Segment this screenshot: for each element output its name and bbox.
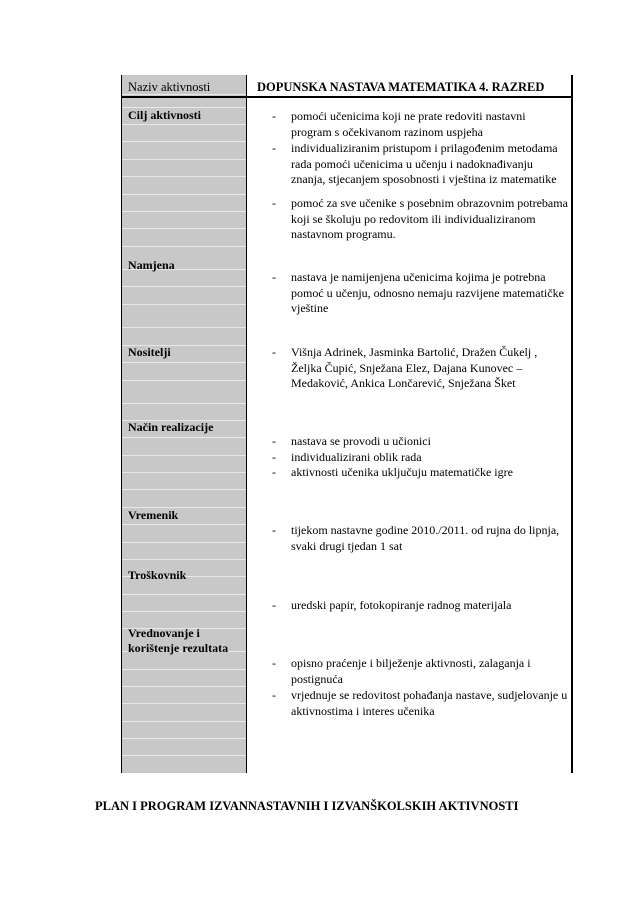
- list-item: - individualiziranim pristupom i prilagođenim metodama rada pomoći učenicima u učenju i nadoknađivanju znanja, stjecanjem sposobnosti i vještina iz matematike: [272, 141, 558, 187]
- row-label-purpose: Namjena: [128, 258, 175, 272]
- list-item: - Višnja Adrinek, Jasminka Bartolić, Dražen Čukelj , Željka Čupić, Snježana Elez, Dajana Kunovec – Medaković, Ankica Lončarević, Snježana Šket: [272, 345, 538, 391]
- row-label-goal: Cilj aktivnosti: [128, 108, 202, 122]
- list-item: - nastava je namijenjena učenicima kojima je potrebna pomoć u učenju, odnosno nemaju razvijene matematičke vještine: [272, 270, 564, 316]
- table-right-border: [571, 75, 573, 773]
- list-item: - tijekom nastavne godine 2010./2011. od rujna do lipnja, svaki drugi tjedan 1 sat: [272, 523, 560, 553]
- activity-title: DOPUNSKA NASTAVA MATEMATIKA 4. RAZRED: [257, 80, 545, 94]
- list-item: - individualizirani oblik rada: [272, 450, 422, 464]
- list-item: - vrjednuje se redovitost pohađanja nastave, sudjelovanje u aktivnostima i interes učenika: [272, 688, 568, 718]
- section-heading: PLAN I PROGRAM IZVANNASTAVNIH I IZVANŠKOLSKIH AKTIVNOSTI: [95, 799, 519, 813]
- row-label-schedule: Vremenik: [128, 508, 179, 522]
- list-item: - pomoći učenicima koji ne prate redoviti nastavni program s očekivanom razinom uspjeha: [272, 109, 526, 139]
- row-label-costs: Troškovnik: [128, 568, 187, 582]
- list-item: - opisno praćenje i bilježenje aktivnosti, zalaganja i postignuća: [272, 656, 531, 686]
- row-label-holders: Nositelji: [128, 345, 171, 359]
- header-label: Naziv aktivnosti: [128, 80, 211, 94]
- list-item: - aktivnosti učenika uključuju matematičke igre: [272, 465, 513, 479]
- list-item: - pomoć za sve učenike s posebnim obrazovnim potrebama koji se školuju po redovitom ili individualiziranom nastavnom programu.: [272, 196, 568, 242]
- row-label-realization: Način realizacije: [128, 420, 214, 434]
- list-item: - uredski papir, fotokopiranje radnog materijala: [272, 598, 512, 612]
- header-rule: [121, 96, 572, 98]
- row-label-evaluation: Vrednovanje i korištenje rezultata: [128, 626, 229, 655]
- list-item: - nastava se provodi u učionici: [272, 434, 431, 448]
